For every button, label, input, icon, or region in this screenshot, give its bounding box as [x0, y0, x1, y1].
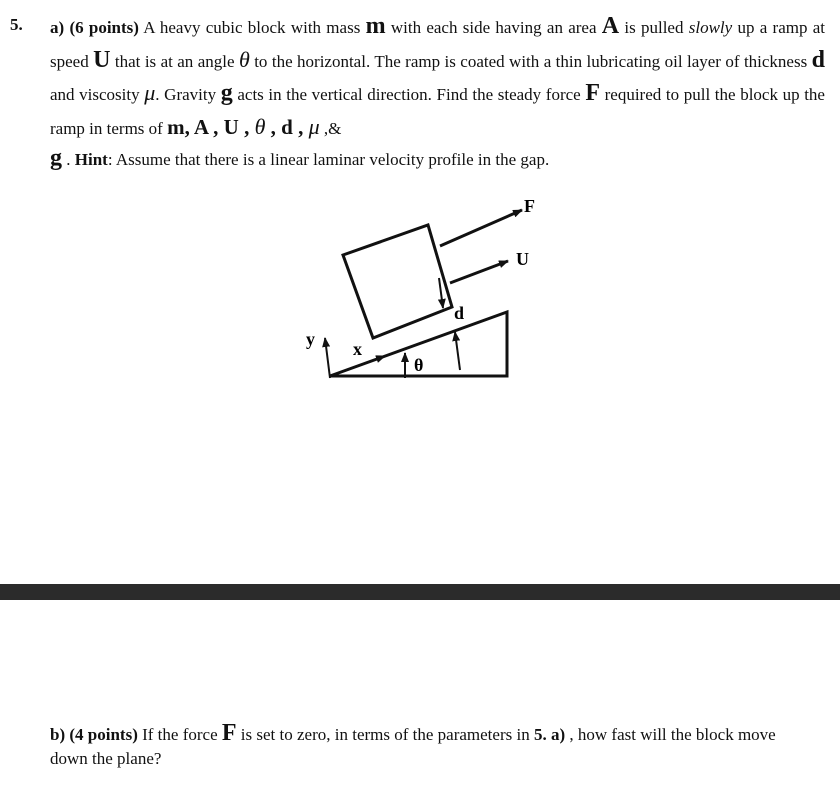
var-d: d	[811, 46, 825, 73]
y-axis-arrow	[325, 338, 330, 378]
question-number: 5.	[10, 15, 23, 34]
part-ref: 5. a)	[533, 725, 566, 744]
hint-label: Hint	[74, 150, 108, 169]
text-segment: required to pull the block up the ramp in terms of	[50, 85, 825, 138]
var-F-b: F	[221, 720, 237, 746]
text-segment: to the horizontal. The ramp is coated with a thin lubricating oil layer of thickness	[249, 51, 812, 71]
text-segment: and viscosity	[50, 85, 145, 104]
ramp-figure	[300, 188, 560, 388]
text-segment: If the force	[137, 725, 222, 744]
gap-arrow-bottom	[455, 332, 460, 370]
block	[343, 225, 452, 338]
part-b-label: b)	[50, 725, 66, 744]
text-segment: that is at an angle	[110, 51, 239, 71]
velocity-arrow	[450, 261, 508, 283]
var-A: A	[601, 13, 620, 39]
text-segment: is pulled	[619, 18, 689, 37]
part-a-text	[50, 12, 825, 176]
x-axis-arrow	[330, 356, 385, 376]
text-segment: with each side having an area	[385, 18, 602, 37]
var-g: g	[220, 80, 233, 106]
text-segment: A heavy cubic block with mass	[138, 18, 366, 37]
text-segment: . Gravity	[155, 85, 221, 104]
label-F: F	[524, 196, 535, 216]
text-segment: is set to zero, in terms of the parameters in	[236, 725, 534, 744]
param-mu: μ	[308, 113, 320, 139]
param-list-3: ,&	[319, 118, 342, 138]
part-b-points: (4 points)	[69, 725, 138, 744]
force-arrow	[440, 210, 522, 246]
var-m: m	[365, 13, 386, 39]
label-U: U	[516, 249, 529, 269]
text-segment: .	[62, 150, 75, 169]
var-U: U	[93, 46, 111, 73]
label-x: x	[353, 339, 362, 359]
label-theta: θ	[414, 355, 424, 375]
page-divider	[0, 584, 840, 600]
hint-text: : Assume that there is a linear laminar velocity profile in the gap.	[107, 150, 550, 169]
text-segment: , how fast will the block move down the plane?	[50, 725, 776, 768]
part-a-label: a)	[50, 18, 65, 37]
param-list-2: , d ,	[265, 114, 309, 139]
param-g: g	[50, 145, 62, 171]
param-theta: θ	[254, 113, 266, 139]
var-mu: μ	[144, 80, 156, 105]
label-d: d	[454, 303, 465, 323]
text-segment: up a ramp at speed	[50, 18, 825, 71]
part-a-points: (6 points)	[69, 18, 139, 37]
part-b-text	[50, 721, 810, 771]
label-y: y	[306, 329, 315, 349]
var-F: F	[585, 80, 600, 106]
var-theta: θ	[238, 46, 250, 72]
param-list: m, A , U ,	[167, 114, 255, 139]
text-segment: acts in the vertical direction. Find the steady force	[232, 85, 586, 104]
word-slowly: slowly	[688, 18, 733, 37]
